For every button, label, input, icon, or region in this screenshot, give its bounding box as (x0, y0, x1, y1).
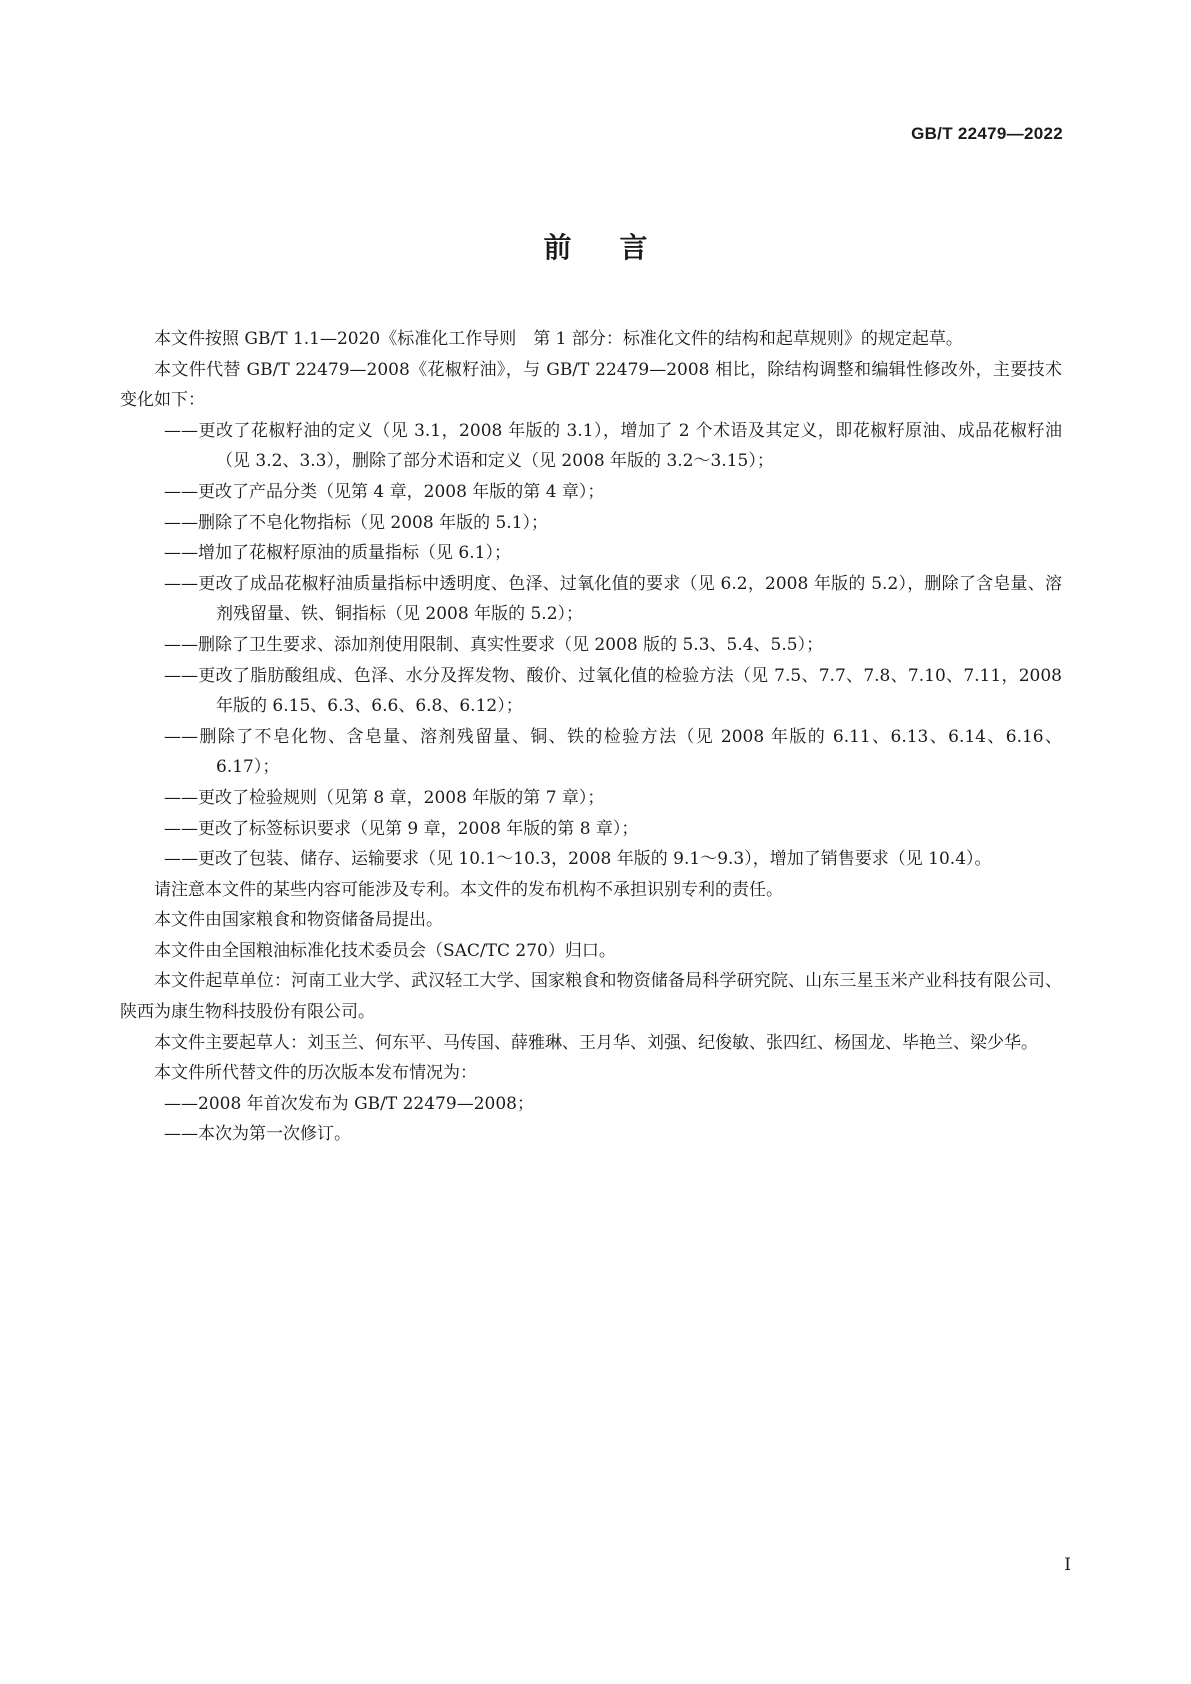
change-item: ——更改了检验规则（见第 8 章，2008 年版的第 7 章）； (164, 787, 605, 808)
change-item: ——更改了标签标识要求（见第 9 章，2008 年版的第 8 章）； (164, 818, 639, 839)
change-item: ——删除了不皂化物、含皂量、溶剂残留量、铜、铁的检验方法（见 2008 年版的 6.11、6.13、6.14、6.16、6.17）； (164, 726, 1062, 778)
change-item: ——更改了成品花椒籽油质量指标中透明度、色泽、过氧化值的要求（见 6.2，2008 年版的 5.2），删除了含皂量、溶剂残留量、铁、铜指标（见 2008 年版的 5.2）； (164, 573, 1062, 625)
paragraph-drafters: 本文件主要起草人：刘玉兰、何东平、马传国、薛雅琳、王月华、刘强、纪俊敏、张四红、杨国龙、毕艳兰、梁少华。 (154, 1032, 1038, 1053)
paragraph-proposer: 本文件由国家粮食和物资储备局提出。 (154, 910, 443, 931)
page-number: I (1064, 1555, 1071, 1575)
paragraph-replacement: 本文件代替 GB/T 22479—2008《花椒籽油》，与 GB/T 22479—2008 相比，除结构调整和编辑性修改外，主要技术变化如下： (120, 359, 1062, 411)
change-item: ——删除了不皂化物指标（见 2008 年版的 5.1）； (164, 512, 549, 533)
foreword-body (120, 324, 1062, 1150)
change-item: ——删除了卫生要求、添加剂使用限制、真实性要求（见 2008 版的 5.3、5.4、5.5）； (164, 634, 824, 655)
change-item: ——更改了产品分类（见第 4 章，2008 年版的第 4 章）； (164, 481, 605, 502)
page-title: 前言 (543, 231, 696, 264)
change-item: ——更改了脂肪酸组成、色泽、水分及挥发物、酸价、过氧化值的检验方法（见 7.5、7.7、7.8、7.10、7.11，2008 年版的 6.15、6.3、6.6、6.8、6.12）； (164, 665, 1062, 717)
standard-code: GB/T 22479—2022 (911, 124, 1063, 143)
change-item: ——增加了花椒籽原油的质量指标（见 6.1）； (164, 543, 511, 564)
paragraph-patent-notice: 请注意本文件的某些内容可能涉及专利。本文件的发布机构不承担识别专利的责任。 (154, 879, 783, 900)
change-item: ——更改了包装、储存、运输要求（见 10.1～10.3，2008 年版的 9.1～9.3），增加了销售要求（见 10.4）。 (164, 849, 992, 870)
change-item: ——更改了花椒籽油的定义（见 3.1，2008 年版的 3.1），增加了 2 个术语及其定义，即花椒籽原油、成品花椒籽油（见 3.2、3.3），删除了部分术语和定义（见 2008 年版的 3.2～3.15）； (164, 420, 1062, 472)
paragraph-committee: 本文件由全国粮油标准化技术委员会（SAC/TC 270）归口。 (154, 940, 616, 961)
paragraph-drafting-rules: 本文件按照 GB/T 1.1—2020《标准化工作导则 第 1 部分：标准化文件的结构和起草规则》的规定起草。 (154, 329, 963, 349)
history-item: ——2008 年首次发布为 GB/T 22479—2008； (164, 1093, 534, 1114)
paragraph-history-intro: 本文件所代替文件的历次版本发布情况为： (154, 1063, 477, 1084)
history-item: ——本次为第一次修订。 (164, 1124, 351, 1145)
paragraph-drafting-units: 本文件起草单位：河南工业大学、武汉轻工大学、国家粮食和物资储备局科学研究院、山东三星玉米产业科技有限公司、陕西为康生物科技股份有限公司。 (120, 971, 1062, 1023)
